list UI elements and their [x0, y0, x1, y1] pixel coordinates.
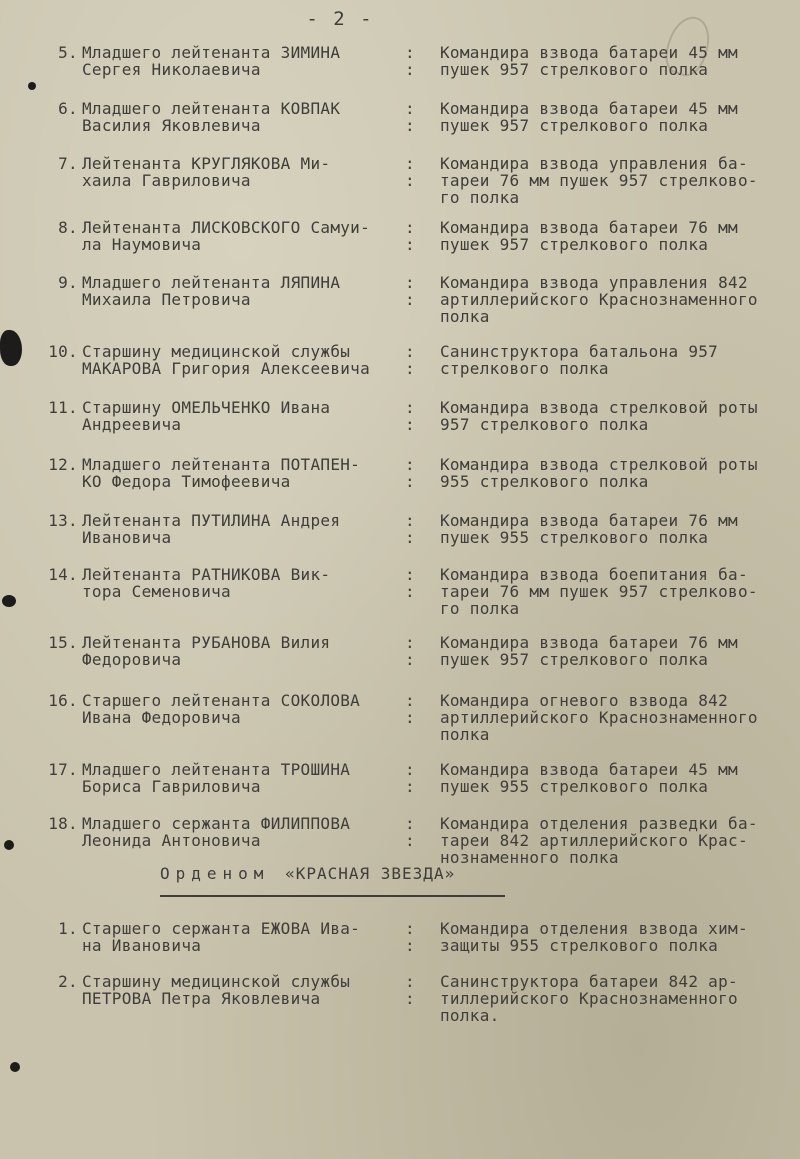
entry-position: Командира взвода батареи 45 мм пушек 957 стрелкового полка [440, 99, 738, 135]
entry-number: 8. [58, 218, 78, 237]
entry-separator: : : [405, 814, 415, 850]
entry-number: 10. [48, 342, 78, 361]
entry-position: Командира взвода батареи 45 мм пушек 955 стрелкового полка [440, 760, 738, 796]
entry-number: 9. [58, 273, 78, 292]
entry-name: Младшего лейтенанта КОВПАК Василия Яковлевича [82, 99, 341, 135]
ink-blot [28, 82, 36, 90]
entry-number: 18. [48, 814, 78, 833]
entry-separator: : : [405, 511, 415, 547]
entry-number: 16. [48, 691, 78, 710]
order-word: Орденом [160, 864, 270, 883]
entry-name: Старшину медицинской службы МАКАРОВА Григория Алексеевича [82, 342, 371, 378]
entry-position: Командира отделения взвода хим- защиты 955 стрелкового полка [440, 919, 748, 955]
entry-position: Санинструктора батареи 842 ар- тиллерийского Краснознаменного полка. [440, 972, 738, 1025]
page-number: - 2 - [306, 8, 374, 30]
entry-position: Командира взвода боепитания ба- тареи 76 мм пушек 957 стрелково- го полка [440, 565, 758, 618]
entry-number: 2. [58, 972, 78, 991]
entry-name: Лейтенанта РУБАНОВА Вилия Федоровича [82, 633, 331, 669]
entry-separator: : : [405, 760, 415, 796]
entry-name: Младшего лейтенанта ЛЯПИНА Михаила Петровича [82, 273, 341, 309]
entry-name: Лейтенанта КРУГЛЯКОВА Ми- хаила Гавриловича [82, 154, 331, 190]
entry-name: Лейтенанта ПУТИЛИНА Андрея Ивановича [82, 511, 341, 547]
entry-name: Старшего сержанта ЕЖОВА Ива- на Ивановича [82, 919, 361, 955]
entry-position: Командира взвода батареи 76 мм пушек 957 стрелкового полка [440, 218, 738, 254]
entry-name: Старшего лейтенанта СОКОЛОВА Ивана Федоровича [82, 691, 361, 727]
entry-name: Младшего лейтенанта ПОТАПЕН- КО Федора Тимофеевича [82, 455, 361, 491]
order-heading [160, 864, 455, 883]
entry-separator: : : [405, 218, 415, 254]
entry-number: 12. [48, 455, 78, 474]
entry-separator: : : [405, 398, 415, 434]
entry-name: Младшего лейтенанта ЗИМИНА Сергея Николаевича [82, 43, 341, 79]
entry-number: 17. [48, 760, 78, 779]
entry-number: 5. [58, 43, 78, 62]
entry-position: Санинструктора батальона 957 стрелкового полка [440, 342, 719, 378]
entry-position: Командира взвода батареи 76 мм пушек 955 стрелкового полка [440, 511, 738, 547]
entry-separator: : : [405, 691, 415, 727]
entry-name: Старшину медицинской службы ПЕТРОВА Петра Яковлевича [82, 972, 351, 1008]
ink-blot [4, 840, 14, 850]
entry-position: Командира взвода стрелковой роты 955 стрелкового полка [440, 455, 758, 491]
entry-number: 11. [48, 398, 78, 417]
entry-position: Командира отделения разведки ба- тареи 842 артиллерийского Крас- нознаменного полка [440, 814, 758, 867]
entry-separator: : : [405, 565, 415, 601]
entry-position: Командира огневого взвода 842 артиллерийского Краснознаменного полка [440, 691, 758, 744]
entry-separator: : : [405, 633, 415, 669]
entry-name: Лейтенанта РАТНИКОВА Вик- тора Семеновича [82, 565, 331, 601]
entry-number: 14. [48, 565, 78, 584]
entry-separator: : : [405, 273, 415, 309]
order-name: «КРАСНАЯ ЗВЕЗДА» [285, 864, 456, 883]
entry-separator: : : [405, 154, 415, 190]
entry-separator: : : [405, 99, 415, 135]
entry-separator: : : [405, 342, 415, 378]
entry-number: 15. [48, 633, 78, 652]
entry-position: Командира взвода батареи 45 мм пушек 957 стрелкового полка [440, 43, 738, 79]
entry-separator: : : [405, 43, 415, 79]
entry-separator: : : [405, 919, 415, 955]
entry-position: Командира взвода батареи 76 мм пушек 957 стрелкового полка [440, 633, 738, 669]
ink-blot [10, 1062, 20, 1072]
entry-position: Командира взвода управления 842 артиллерийского Краснознаменного полка [440, 273, 758, 326]
entry-name: Лейтенанта ЛИСКОВСКОГО Самуи- ла Наумовича [82, 218, 371, 254]
heading-underline [160, 895, 505, 897]
entry-number: 6. [58, 99, 78, 118]
entry-number: 13. [48, 511, 78, 530]
entry-separator: : : [405, 972, 415, 1008]
entry-position: Командира взвода управления ба- тареи 76 мм пушек 957 стрелково- го полка [440, 154, 758, 207]
entry-position: Командира взвода стрелковой роты 957 стрелкового полка [440, 398, 758, 434]
entry-name: Старшину ОМЕЛЬЧЕНКО Ивана Андреевича [82, 398, 331, 434]
entry-name: Младшего сержанта ФИЛИППОВА Леонида Антоновича [82, 814, 351, 850]
entry-number: 7. [58, 154, 78, 173]
ink-blot [2, 595, 16, 607]
entry-name: Младшего лейтенанта ТРОШИНА Бориса Гавриловича [82, 760, 351, 796]
entry-number: 1. [58, 919, 78, 938]
entry-separator: : : [405, 455, 415, 491]
ink-blot [0, 330, 22, 366]
